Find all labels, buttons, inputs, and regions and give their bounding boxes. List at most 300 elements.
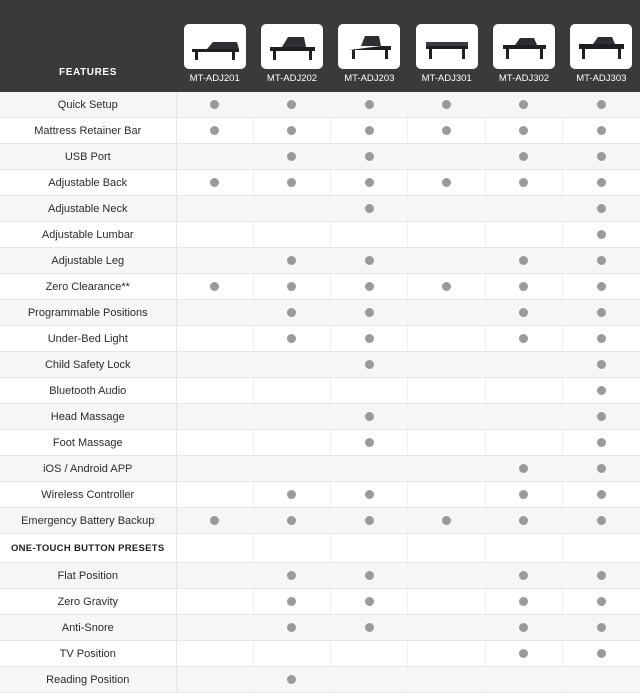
table-header <box>0 0 640 92</box>
section-title: ONE-TOUCH BUTTON PRESETS <box>0 534 176 563</box>
feature-availability-cell <box>253 508 330 534</box>
feature-label: iOS / Android APP <box>0 456 176 482</box>
feature-availability-cell <box>563 430 640 456</box>
dot-empty-icon <box>210 204 219 213</box>
feature-label: Mattress Retainer Bar <box>0 118 176 144</box>
feature-availability-cell <box>408 615 485 641</box>
model-name: MT-ADJ203 <box>344 72 395 84</box>
table-row <box>0 404 640 430</box>
dot-filled-icon <box>519 649 528 658</box>
table-row <box>0 615 640 641</box>
feature-availability-cell <box>408 430 485 456</box>
dot-filled-icon <box>365 360 374 369</box>
dot-filled-icon <box>519 490 528 499</box>
feature-availability-cell <box>176 274 253 300</box>
feature-availability-cell <box>408 508 485 534</box>
model-column-header <box>485 0 562 92</box>
feature-availability-cell <box>253 430 330 456</box>
dot-filled-icon <box>519 282 528 291</box>
dot-empty-icon <box>442 623 451 632</box>
feature-availability-cell <box>485 615 562 641</box>
table-row <box>0 641 640 667</box>
feature-availability-cell <box>253 326 330 352</box>
feature-availability-cell <box>331 92 408 118</box>
feature-availability-cell <box>563 248 640 274</box>
dot-filled-icon <box>597 412 606 421</box>
table-row <box>0 300 640 326</box>
dot-filled-icon <box>287 597 296 606</box>
feature-availability-cell <box>331 589 408 615</box>
feature-availability-cell <box>176 615 253 641</box>
dot-empty-icon <box>210 649 219 658</box>
dot-filled-icon <box>365 100 374 109</box>
feature-availability-cell <box>331 222 408 248</box>
feature-availability-cell <box>408 456 485 482</box>
feature-availability-cell <box>408 92 485 118</box>
dot-filled-icon <box>519 464 528 473</box>
dot-filled-icon <box>442 516 451 525</box>
feature-availability-cell <box>485 170 562 196</box>
dot-filled-icon <box>365 308 374 317</box>
feature-availability-cell <box>331 456 408 482</box>
feature-availability-cell <box>485 589 562 615</box>
feature-availability-cell <box>563 378 640 404</box>
feature-label: Wireless Controller <box>0 482 176 508</box>
section-header-row <box>0 534 640 563</box>
feature-availability-cell <box>253 118 330 144</box>
feature-availability-cell <box>485 92 562 118</box>
section-spacer-cell <box>253 534 330 563</box>
bed-frame-icon <box>416 24 478 69</box>
model-name: MT-ADJ302 <box>498 72 550 84</box>
feature-availability-cell <box>485 118 562 144</box>
model-column-header <box>563 0 640 92</box>
feature-availability-cell <box>408 352 485 378</box>
feature-availability-cell <box>331 196 408 222</box>
dot-filled-icon <box>597 204 606 213</box>
dot-filled-icon <box>519 308 528 317</box>
dot-filled-icon <box>365 334 374 343</box>
dot-empty-icon <box>210 308 219 317</box>
feature-availability-cell <box>485 248 562 274</box>
feature-availability-cell <box>253 92 330 118</box>
feature-availability-cell <box>253 196 330 222</box>
dot-empty-icon <box>519 204 528 213</box>
feature-availability-cell <box>176 222 253 248</box>
dot-filled-icon <box>210 516 219 525</box>
model-name: MT-ADJ201 <box>189 72 240 84</box>
dot-filled-icon <box>287 178 296 187</box>
dot-filled-icon <box>442 100 451 109</box>
dot-empty-icon <box>210 675 219 684</box>
feature-availability-cell <box>331 118 408 144</box>
feature-label: Flat Position <box>0 563 176 589</box>
feature-availability-cell <box>563 615 640 641</box>
dot-filled-icon <box>365 178 374 187</box>
feature-availability-cell <box>331 404 408 430</box>
feature-availability-cell <box>253 404 330 430</box>
table-row <box>0 92 640 118</box>
feature-availability-cell <box>563 508 640 534</box>
dot-empty-icon <box>210 256 219 265</box>
dot-filled-icon <box>287 490 296 499</box>
dot-empty-icon <box>210 386 219 395</box>
header-row <box>0 0 640 92</box>
feature-label: Under-Bed Light <box>0 326 176 352</box>
dot-empty-icon <box>442 412 451 421</box>
dot-empty-icon <box>442 308 451 317</box>
dot-empty-icon <box>287 204 296 213</box>
dot-empty-icon <box>442 256 451 265</box>
dot-filled-icon <box>597 282 606 291</box>
feature-availability-cell <box>408 326 485 352</box>
feature-availability-cell <box>408 378 485 404</box>
feature-availability-cell <box>176 352 253 378</box>
feature-availability-cell <box>331 667 408 693</box>
feature-availability-cell <box>485 430 562 456</box>
feature-availability-cell <box>563 352 640 378</box>
feature-availability-cell <box>253 615 330 641</box>
dot-filled-icon <box>365 204 374 213</box>
feature-availability-cell <box>253 482 330 508</box>
bed-frame-icon <box>184 24 246 69</box>
dot-filled-icon <box>519 597 528 606</box>
dot-empty-icon <box>287 649 296 658</box>
feature-label: Programmable Positions <box>0 300 176 326</box>
feature-availability-cell <box>485 456 562 482</box>
feature-availability-cell <box>176 326 253 352</box>
feature-availability-cell <box>176 300 253 326</box>
dot-filled-icon <box>287 334 296 343</box>
dot-empty-icon <box>519 360 528 369</box>
dot-empty-icon <box>287 230 296 239</box>
feature-availability-cell <box>176 170 253 196</box>
feature-availability-cell <box>408 589 485 615</box>
feature-availability-cell <box>331 430 408 456</box>
feature-availability-cell <box>176 641 253 667</box>
feature-availability-cell <box>176 118 253 144</box>
feature-availability-cell <box>253 248 330 274</box>
feature-label: Adjustable Neck <box>0 196 176 222</box>
dot-empty-icon <box>442 597 451 606</box>
table-row <box>0 144 640 170</box>
feature-availability-cell <box>176 404 253 430</box>
table-row <box>0 118 640 144</box>
section-spacer-cell <box>176 534 253 563</box>
feature-availability-cell <box>563 118 640 144</box>
feature-label: Child Safety Lock <box>0 352 176 378</box>
dot-empty-icon <box>287 386 296 395</box>
feature-availability-cell <box>253 667 330 693</box>
feature-availability-cell <box>563 641 640 667</box>
feature-availability-cell <box>563 222 640 248</box>
feature-availability-cell <box>176 508 253 534</box>
dot-filled-icon <box>287 282 296 291</box>
dot-empty-icon <box>210 623 219 632</box>
feature-label: Anti-Snore <box>0 615 176 641</box>
feature-label: Adjustable Leg <box>0 248 176 274</box>
dot-filled-icon <box>519 334 528 343</box>
feature-label: Zero Gravity <box>0 589 176 615</box>
dot-empty-icon <box>365 386 374 395</box>
feature-availability-cell <box>176 430 253 456</box>
feature-availability-cell <box>331 378 408 404</box>
dot-filled-icon <box>442 126 451 135</box>
feature-availability-cell <box>176 563 253 589</box>
feature-availability-cell <box>331 274 408 300</box>
dot-empty-icon <box>519 230 528 239</box>
table-row <box>0 508 640 534</box>
feature-availability-cell <box>563 326 640 352</box>
feature-label: Bluetooth Audio <box>0 378 176 404</box>
table-row <box>0 196 640 222</box>
dot-filled-icon <box>287 308 296 317</box>
dot-filled-icon <box>597 490 606 499</box>
feature-availability-cell <box>331 144 408 170</box>
feature-availability-cell <box>485 144 562 170</box>
dot-filled-icon <box>597 360 606 369</box>
feature-availability-cell <box>253 641 330 667</box>
feature-availability-cell <box>563 300 640 326</box>
dot-filled-icon <box>597 230 606 239</box>
feature-availability-cell <box>485 222 562 248</box>
feature-availability-cell <box>176 92 253 118</box>
feature-availability-cell <box>485 482 562 508</box>
dot-empty-icon <box>442 490 451 499</box>
dot-empty-icon <box>442 571 451 580</box>
feature-availability-cell <box>408 144 485 170</box>
dot-empty-icon <box>442 360 451 369</box>
table-row <box>0 352 640 378</box>
dot-empty-icon <box>210 230 219 239</box>
dot-filled-icon <box>597 178 606 187</box>
feature-availability-cell <box>253 563 330 589</box>
dot-empty-icon <box>210 412 219 421</box>
dot-filled-icon <box>365 412 374 421</box>
feature-label: Adjustable Lumbar <box>0 222 176 248</box>
dot-filled-icon <box>519 623 528 632</box>
bed-frame-icon <box>570 24 632 69</box>
feature-availability-cell <box>331 300 408 326</box>
dot-empty-icon <box>365 230 374 239</box>
feature-availability-cell <box>176 248 253 274</box>
model-column-header <box>331 0 408 92</box>
dot-filled-icon <box>365 152 374 161</box>
dot-empty-icon <box>287 412 296 421</box>
feature-availability-cell <box>408 641 485 667</box>
dot-filled-icon <box>597 571 606 580</box>
dot-empty-icon <box>365 464 374 473</box>
dot-empty-icon <box>442 334 451 343</box>
dot-filled-icon <box>287 152 296 161</box>
table-row <box>0 430 640 456</box>
feature-availability-cell <box>485 274 562 300</box>
feature-availability-cell <box>253 144 330 170</box>
dot-filled-icon <box>519 516 528 525</box>
dot-empty-icon <box>519 412 528 421</box>
bed-frame-icon <box>338 24 400 69</box>
dot-empty-icon <box>442 230 451 239</box>
feature-label: Reading Position <box>0 667 176 693</box>
dot-filled-icon <box>365 256 374 265</box>
dot-empty-icon <box>210 360 219 369</box>
feature-availability-cell <box>331 326 408 352</box>
dot-filled-icon <box>365 438 374 447</box>
feature-availability-cell <box>176 482 253 508</box>
feature-availability-cell <box>563 170 640 196</box>
dot-filled-icon <box>365 571 374 580</box>
feature-availability-cell <box>563 667 640 693</box>
dot-empty-icon <box>210 464 219 473</box>
feature-availability-cell <box>485 326 562 352</box>
dot-filled-icon <box>287 675 296 684</box>
feature-availability-cell <box>408 248 485 274</box>
feature-availability-cell <box>253 589 330 615</box>
dot-filled-icon <box>365 282 374 291</box>
feature-availability-cell <box>176 589 253 615</box>
feature-availability-cell <box>253 274 330 300</box>
dot-empty-icon <box>365 675 374 684</box>
feature-availability-cell <box>563 456 640 482</box>
table-row <box>0 326 640 352</box>
dot-filled-icon <box>519 152 528 161</box>
feature-availability-cell <box>331 248 408 274</box>
dot-filled-icon <box>519 178 528 187</box>
dot-filled-icon <box>442 178 451 187</box>
feature-label: Quick Setup <box>0 92 176 118</box>
feature-availability-cell <box>563 196 640 222</box>
feature-label: TV Position <box>0 641 176 667</box>
dot-empty-icon <box>442 438 451 447</box>
dot-empty-icon <box>597 675 606 684</box>
feature-availability-cell <box>253 300 330 326</box>
model-name: MT-ADJ202 <box>266 72 318 84</box>
feature-availability-cell <box>176 456 253 482</box>
dot-filled-icon <box>365 597 374 606</box>
feature-availability-cell <box>408 170 485 196</box>
feature-availability-cell <box>331 641 408 667</box>
table-row <box>0 378 640 404</box>
feature-availability-cell <box>253 170 330 196</box>
feature-availability-cell <box>408 667 485 693</box>
feature-availability-cell <box>176 144 253 170</box>
model-name: MT-ADJ301 <box>421 72 472 84</box>
dot-filled-icon <box>287 623 296 632</box>
feature-label: Emergency Battery Backup <box>0 508 176 534</box>
dot-filled-icon <box>210 178 219 187</box>
dot-filled-icon <box>210 282 219 291</box>
dot-filled-icon <box>287 100 296 109</box>
section-spacer-cell <box>408 534 485 563</box>
feature-availability-cell <box>563 404 640 430</box>
feature-availability-cell <box>485 641 562 667</box>
dot-filled-icon <box>519 256 528 265</box>
feature-label: Zero Clearance** <box>0 274 176 300</box>
dot-filled-icon <box>287 126 296 135</box>
feature-availability-cell <box>485 352 562 378</box>
feature-label: Adjustable Back <box>0 170 176 196</box>
dot-empty-icon <box>442 464 451 473</box>
dot-empty-icon <box>519 675 528 684</box>
feature-availability-cell <box>331 615 408 641</box>
feature-availability-cell <box>253 352 330 378</box>
feature-availability-cell <box>176 667 253 693</box>
feature-availability-cell <box>563 144 640 170</box>
dot-filled-icon <box>365 490 374 499</box>
feature-availability-cell <box>253 456 330 482</box>
feature-availability-cell <box>485 667 562 693</box>
feature-availability-cell <box>408 300 485 326</box>
dot-filled-icon <box>210 100 219 109</box>
dot-empty-icon <box>442 152 451 161</box>
table-row <box>0 482 640 508</box>
feature-availability-cell <box>485 378 562 404</box>
feature-availability-cell <box>408 482 485 508</box>
feature-availability-cell <box>176 196 253 222</box>
feature-availability-cell <box>563 274 640 300</box>
dot-empty-icon <box>442 675 451 684</box>
dot-empty-icon <box>210 571 219 580</box>
dot-filled-icon <box>597 308 606 317</box>
dot-empty-icon <box>365 649 374 658</box>
feature-availability-cell <box>331 482 408 508</box>
features-column-header: FEATURES <box>0 0 176 92</box>
dot-filled-icon <box>597 438 606 447</box>
feature-availability-cell <box>563 482 640 508</box>
table-body <box>0 92 640 693</box>
dot-filled-icon <box>597 256 606 265</box>
model-name: MT-ADJ303 <box>576 72 627 84</box>
dot-filled-icon <box>365 516 374 525</box>
dot-empty-icon <box>287 360 296 369</box>
dot-empty-icon <box>442 386 451 395</box>
dot-filled-icon <box>365 126 374 135</box>
feature-availability-cell <box>408 222 485 248</box>
dot-filled-icon <box>597 464 606 473</box>
feature-availability-cell <box>485 404 562 430</box>
table-row <box>0 456 640 482</box>
dot-empty-icon <box>287 438 296 447</box>
feature-availability-cell <box>408 563 485 589</box>
section-spacer-cell <box>485 534 562 563</box>
feature-availability-cell <box>485 300 562 326</box>
feature-availability-cell <box>408 196 485 222</box>
feature-availability-cell <box>331 563 408 589</box>
dot-empty-icon <box>210 334 219 343</box>
dot-empty-icon <box>287 464 296 473</box>
feature-availability-cell <box>331 352 408 378</box>
feature-availability-cell <box>563 589 640 615</box>
section-spacer-cell <box>563 534 640 563</box>
dot-empty-icon <box>210 152 219 161</box>
dot-filled-icon <box>597 623 606 632</box>
table-row <box>0 563 640 589</box>
dot-filled-icon <box>597 100 606 109</box>
dot-filled-icon <box>597 334 606 343</box>
model-column-header <box>253 0 330 92</box>
dot-filled-icon <box>519 571 528 580</box>
dot-filled-icon <box>442 282 451 291</box>
feature-availability-cell <box>485 563 562 589</box>
bed-frame-icon <box>493 24 555 69</box>
feature-availability-cell <box>408 274 485 300</box>
dot-empty-icon <box>442 649 451 658</box>
dot-filled-icon <box>365 623 374 632</box>
table-row <box>0 274 640 300</box>
dot-filled-icon <box>597 649 606 658</box>
dot-empty-icon <box>519 438 528 447</box>
feature-availability-cell <box>331 508 408 534</box>
